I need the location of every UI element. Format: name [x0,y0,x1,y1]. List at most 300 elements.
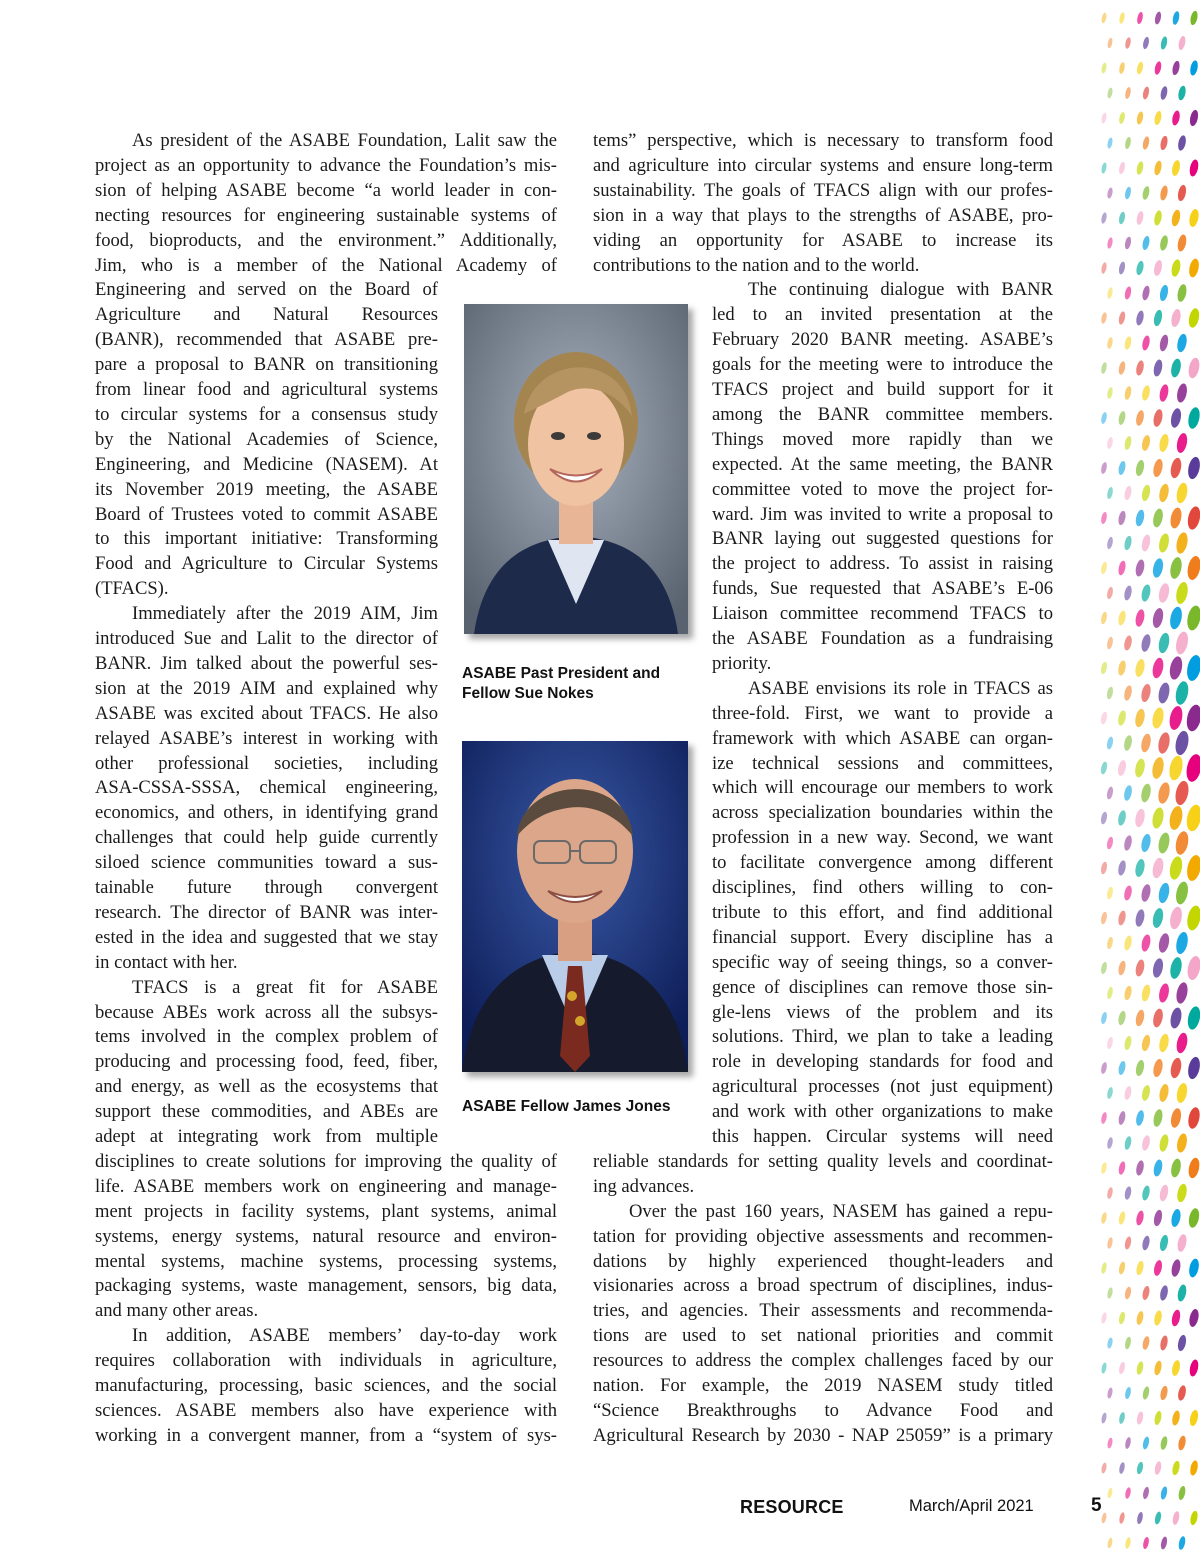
text-line: its November 2019 meeting, the ASABE [95,478,438,500]
decorative-dot [1135,310,1145,326]
decorative-dot [1141,484,1152,502]
decorative-dot [1106,237,1113,249]
decorative-dot [1157,932,1171,953]
text-line: led to an invited presentation at the [712,304,1053,326]
decorative-dot [1123,535,1132,551]
decorative-dot [1124,1336,1132,1349]
decorative-dot [1117,960,1127,976]
decorative-dot [1107,1487,1114,1498]
decorative-dot [1177,1485,1186,1500]
decorative-dot [1117,660,1127,677]
decorative-dot [1136,61,1144,74]
decorative-dot [1186,456,1200,480]
decorative-dot [1118,1261,1126,1275]
text-line: across specialization boundaries within the [712,802,1053,824]
decorative-dot [1189,1460,1199,1477]
decorative-dot [1100,312,1107,324]
decorative-dot [1136,1411,1144,1425]
decorative-dot [1134,1009,1145,1027]
decorative-dot [1124,1236,1132,1250]
text-line: in contact with her. [95,951,238,973]
text-line: (BANR), recommended that ASABE pre- [95,329,438,351]
decorative-dot [1174,880,1190,905]
decorative-dot [1124,1086,1133,1101]
decorative-dot [1169,1007,1183,1030]
text-line: requires collaboration with individuals in agriculture, [95,1350,557,1372]
text-line: dations by highly experienced thought-leaders and [593,1250,1053,1272]
text-line: which will encourage our members to work [712,777,1053,799]
decorative-dot [1134,758,1147,778]
decorative-dot [1187,357,1200,379]
decorative-dot [1100,1011,1108,1024]
text-line: because ABEs work across all the subsys- [95,1001,438,1023]
decorative-dot [1106,486,1114,499]
photo-james-jones [462,741,688,1072]
decorative-dot [1159,1285,1169,1302]
decorative-dot [1106,287,1113,299]
decorative-dot [1170,308,1182,328]
decorative-dot [1141,1285,1150,1300]
text-line: and work with other organizations to make [712,1101,1053,1123]
text-line: goals for the meeting were to introduce the [712,354,1053,376]
decorative-dot [1100,511,1108,524]
decorative-dot [1159,135,1168,151]
text-line: this happen. Circular systems will need [712,1126,1053,1147]
decorative-dot [1151,756,1166,780]
text-line: among the BANR committee members. [712,403,1053,425]
decorative-dot [1100,1062,1108,1075]
decorative-dot [1135,260,1144,276]
text-line: to facilitate convergence among different [712,852,1053,874]
text-line: Engineering and served on the Board of [95,279,438,301]
decorative-dot [1177,1435,1187,1451]
decorative-dot [1177,135,1187,152]
decorative-dot [1170,1259,1182,1278]
text-line: mental systems, machine systems, processing systems, [95,1250,557,1272]
text-line: to circular systems for a consensus study [95,403,438,425]
decorative-dot [1152,458,1164,478]
text-line: disciplines to create solutions for improving the quality of [95,1150,557,1172]
decorative-dot [1187,1106,1200,1130]
decorative-dot [1117,510,1126,526]
decorative-dot [1185,604,1200,631]
decorative-dot [1187,1207,1200,1228]
text-line: adept at integrating work from multiple [95,1126,438,1147]
decorative-dot [1189,10,1198,26]
decorative-dot [1106,437,1114,450]
decorative-dot [1160,1486,1168,1500]
decorative-dot [1154,11,1162,25]
decorative-dot [1189,1510,1198,1526]
decorative-dot [1118,1311,1126,1324]
decorative-dot [1151,557,1164,578]
decorative-dot [1171,1460,1180,1476]
text-line: economics, and others, in identifying grand [95,802,438,824]
decorative-dot [1174,680,1190,706]
decorative-dot [1153,259,1164,276]
decorative-dot [1140,883,1152,902]
decorative-dot [1140,733,1153,753]
decorative-dot [1123,585,1133,601]
text-line: other professional societies, including [95,752,438,774]
decorative-dot [1189,109,1200,127]
decorative-dot [1106,1237,1113,1249]
text-line: Over the past 160 years, NASEM has gained a repu- [629,1200,1053,1222]
decorative-dot [1106,1036,1114,1049]
decorative-dot [1136,111,1144,125]
text-line: profession in a new way. Second, we want [712,827,1053,849]
decorative-dot [1152,408,1164,427]
decorative-dot [1118,1161,1127,1176]
decorative-dot [1176,283,1188,302]
text-line: TFACS is a great fit for ASABE [132,976,438,998]
text-line: tries, and agencies. Their assessments and recommenda- [593,1300,1053,1322]
decorative-dot [1170,259,1182,278]
decorative-dot [1136,1461,1144,1474]
decorative-dot [1171,60,1180,76]
decorative-dot [1177,184,1188,202]
decorative-dot [1123,885,1133,901]
decorative-dot [1175,1133,1188,1154]
decorative-dot [1134,909,1146,928]
decorative-dot [1117,1010,1126,1026]
decorative-dot [1186,1005,1200,1030]
decorative-dot [1152,1058,1164,1078]
decorative-dot [1151,907,1165,929]
decorative-dot [1175,1032,1189,1054]
decorative-dot [1185,904,1200,931]
decorative-dot [1174,830,1190,856]
decorative-dot [1158,384,1170,403]
text-line: contributions to the nation and to the world. [593,254,920,276]
decorative-dot [1140,683,1152,703]
decorative-dot [1141,1084,1152,1101]
photo-caption-james-jones: ASABE Fellow James Jones [462,1098,671,1115]
text-line: necting resources for engineering sustainable systems of [95,204,557,226]
decorative-dot [1141,1185,1151,1201]
decorative-dot [1141,1034,1152,1052]
decorative-dot [1136,211,1145,226]
text-line: the ASABE Foundation as a fundraising [712,628,1053,649]
decorative-dot [1117,610,1127,626]
decorative-dot [1153,1259,1164,1276]
decorative-dot [1173,730,1190,757]
decorative-dot [1124,1286,1132,1300]
decorative-dot [1186,955,1200,981]
decorative-dot [1157,781,1172,804]
decorative-dot [1100,1112,1107,1125]
decorative-dot [1159,1385,1168,1401]
text-line: specific way of seeing things, so a conver- [712,951,1053,973]
decorative-dot [1124,1386,1132,1399]
decorative-dot [1124,186,1132,199]
decorative-dot [1176,333,1188,353]
decorative-dot [1134,959,1145,977]
photo-caption-sue-nokes: ASABE Past President and Fellow Sue Nokes [462,665,661,702]
text-line: BANR laying out suggested questions for [712,528,1053,550]
decorative-dot [1157,832,1171,855]
decorative-dot [1134,509,1145,527]
text-line: framework with which ASABE can organ- [712,727,1053,749]
decorative-dot [1142,86,1150,100]
decorative-dot [1100,212,1107,224]
decorative-dot [1170,1158,1183,1178]
text-line: by the National Academies of Science, [95,428,438,450]
text-line: funds, Sue requested that ASABE’s E-06 [712,578,1053,600]
decorative-dot [1123,635,1133,651]
decorative-dot [1184,753,1200,783]
decorative-dot [1100,412,1107,425]
decorative-dot [1142,1536,1150,1549]
decorative-dot [1124,436,1133,451]
text-line: packaging systems, waste management, sensors, big data, [95,1275,557,1297]
decorative-dot [1117,460,1126,475]
decorative-dot [1175,531,1190,554]
decorative-dot [1134,658,1146,678]
decorative-dot [1136,161,1145,176]
text-line: challenges that could help guide currently [95,827,438,849]
text-line: manufacturing, processing, basic sciences, and the social [95,1375,557,1396]
decorative-dot [1153,210,1163,227]
decorative-dot [1187,406,1200,430]
text-line: As president of the ASABE Foundation, Lalit saw the [132,130,557,151]
decorative-dot [1107,137,1114,149]
decorative-dot [1170,1309,1181,1327]
decorative-dot [1118,261,1126,275]
decorative-dot [1174,931,1189,955]
decorative-dot [1169,1057,1183,1079]
text-line: ize technical sessions and committees, [712,752,1053,774]
issue-date: March/April 2021 [909,1497,1034,1515]
decorative-dot [1185,654,1200,682]
text-line: Liaison committee recommend TFACS to [712,603,1053,625]
decorative-dot [1106,736,1114,750]
text-line: sustainability. The goals of TFACS align with our profes- [593,179,1053,201]
decorative-dot [1141,1235,1151,1251]
text-line: to this important initiative: Transforming [95,528,438,550]
decorative-dot [1142,136,1150,150]
decorative-dot [1117,560,1127,576]
decorative-dot [1106,1137,1113,1150]
decorative-dot [1171,159,1182,176]
decorative-dot [1153,160,1163,176]
decorative-dot [1169,556,1184,580]
text-line: the project to address. To assist in raising [712,553,1053,575]
decorative-dot [1106,986,1114,999]
decorative-dot [1100,1262,1107,1274]
decorative-dot [1154,1461,1163,1476]
decorative-dot [1174,581,1189,605]
decorative-dot [1124,336,1133,350]
decorative-dot [1168,606,1184,631]
decorative-dot [1107,1537,1114,1548]
decorative-dot [1124,1487,1131,1499]
text-line: priority. [712,652,772,674]
decorative-dot [1106,686,1114,700]
decorative-dot [1152,1008,1165,1028]
decorative-dot [1100,362,1107,375]
decorative-dot [1158,1134,1170,1153]
decorative-dot [1142,1386,1150,1400]
decorative-dot [1154,1511,1162,1525]
text-line: agricultural processes (not just equipment) [712,1076,1053,1098]
decorative-dot [1153,1310,1163,1327]
decorative-dot [1171,1359,1182,1376]
decorative-dot [1135,1160,1145,1177]
text-line: committee voted to move the project for- [712,478,1053,500]
text-line: (TFACS). [95,578,169,600]
decorative-dot [1160,1436,1169,1451]
decorative-dot [1140,633,1152,652]
decorative-dot [1178,1536,1187,1551]
decorative-dot [1176,1183,1188,1203]
decorative-dot [1100,1312,1107,1324]
decorative-dot [1107,87,1114,99]
decorative-dot [1101,1362,1108,1374]
decorative-dot [1171,110,1181,126]
decorative-dot [1158,483,1170,503]
decorative-dot [1175,383,1188,404]
decorative-dot [1136,1511,1144,1524]
decorative-dot [1100,861,1108,874]
decorative-dot [1106,536,1114,549]
decorative-dot [1154,61,1163,76]
decorative-dot [1185,803,1200,832]
decorative-dot [1152,1108,1164,1127]
decorative-dot [1168,705,1185,731]
text-line: sion of helping ASABE become “a world leader in con- [95,179,557,201]
decorative-dot [1169,457,1183,479]
decorative-dot [1141,335,1151,351]
decorative-dot [1151,657,1165,679]
decorative-dot [1124,236,1132,250]
decorative-dot [1142,1436,1150,1450]
text-line: tions are used to set national priorities and commit [593,1325,1053,1347]
text-line: gence of disciplines can remove those sin- [712,976,1053,998]
text-line: TFACS project and build support for it [712,379,1053,400]
decorative-dot [1117,860,1127,877]
decorative-dot [1106,337,1113,350]
decorative-dot [1101,12,1108,23]
text-line: resources to address the complex challenges faced by our [593,1350,1053,1372]
text-line: tainable future through convergent [95,877,438,898]
decorative-dot [1123,1035,1132,1050]
decorative-dot [1175,981,1190,1004]
decorative-dot [1153,1410,1162,1425]
decorative-dot [1152,508,1165,528]
decorative-dot [1187,1157,1200,1179]
decorative-dot [1136,1361,1145,1376]
decorative-dot [1101,1412,1108,1424]
decorative-dot [1158,433,1170,453]
decorative-dot [1135,1110,1145,1127]
text-line: Food and Agriculture to Circular Systems [95,553,438,575]
decorative-dot [1100,611,1108,624]
decorative-dot [1123,685,1133,702]
decorative-dot [1158,1033,1170,1053]
decorative-dot [1140,534,1151,552]
decorative-dot [1123,935,1133,951]
decorative-dot [1118,411,1127,426]
decorative-dot [1140,833,1152,853]
decorative-dot [1124,1537,1131,1549]
decorative-dot [1167,754,1184,781]
text-line: viding an opportunity for ASABE to increase its [593,229,1053,251]
decorative-dot [1106,786,1114,800]
decorative-dot [1188,258,1200,278]
decorative-dot [1106,187,1113,199]
decorative-dot [1134,708,1146,728]
decorative-dot [1159,1335,1169,1351]
decorative-dot [1169,507,1183,530]
decorative-dot [1134,609,1146,628]
decorative-dot [1142,1486,1150,1499]
decorative-dot [1135,1210,1145,1226]
decorative-dot [1101,162,1108,174]
decorative-dot [1106,586,1114,599]
decorative-dot [1172,1511,1181,1526]
decorative-dot [1160,86,1169,101]
decorative-dot [1186,555,1200,581]
decorative-dot [1189,1409,1200,1427]
text-line: Things moved more rapidly than we [712,428,1053,450]
decorative-dot [1188,1258,1200,1278]
decorative-dot [1100,561,1108,574]
decorative-dot [1134,559,1145,577]
text-line: solutions. Third, we plan to take a leading [712,1026,1053,1048]
decorative-dot [1140,783,1153,803]
decorative-dot [1106,886,1114,899]
decorative-dot [1142,1336,1151,1351]
text-line: Jim, who is a member of the National Academy of [95,254,557,276]
decorative-dot [1185,703,1200,732]
decorative-dot [1107,1387,1114,1399]
decorative-dot [1100,1162,1107,1175]
decorative-dot [1134,808,1146,828]
decorative-dot [1141,434,1152,451]
decorative-dot [1157,582,1171,603]
text-line: life. ASABE members work on engineering and manage- [95,1175,557,1197]
decorative-dot [1100,462,1108,475]
text-line: ing advances. [593,1175,695,1197]
decorative-dot [1158,334,1169,352]
text-line: ward. Jim was invited to write a proposal to [712,503,1053,525]
text-line: and many other areas. [95,1300,259,1322]
decorative-dot [1124,136,1132,149]
decorative-dot [1124,1186,1133,1200]
text-line: gle-lens views of the problem and its [712,1001,1053,1023]
decorative-dot [1157,682,1171,705]
decorative-dot [1159,185,1169,201]
decorative-dot [1123,785,1133,802]
decorative-dot [1141,385,1151,402]
text-line: food, bioproducts, and the environment.” Additionally, [95,229,557,251]
decorative-dot [1168,655,1184,680]
decorative-dot [1100,961,1108,974]
decorative-dot [1187,307,1200,328]
decorative-dot [1106,1087,1114,1100]
decorative-dot [1158,1083,1170,1103]
decorative-dot [1186,1056,1200,1080]
decorative-dot [1168,855,1184,880]
decorative-dot [1170,358,1183,378]
text-line: role in developing standards for food and [712,1051,1053,1073]
decorative-dot [1117,910,1127,926]
decorative-dot-pattern [1080,0,1200,1558]
decorative-dot [1100,262,1107,274]
text-line: working in a convergent manner, from a “system of sys- [95,1424,557,1446]
decorative-dot [1106,1287,1113,1299]
